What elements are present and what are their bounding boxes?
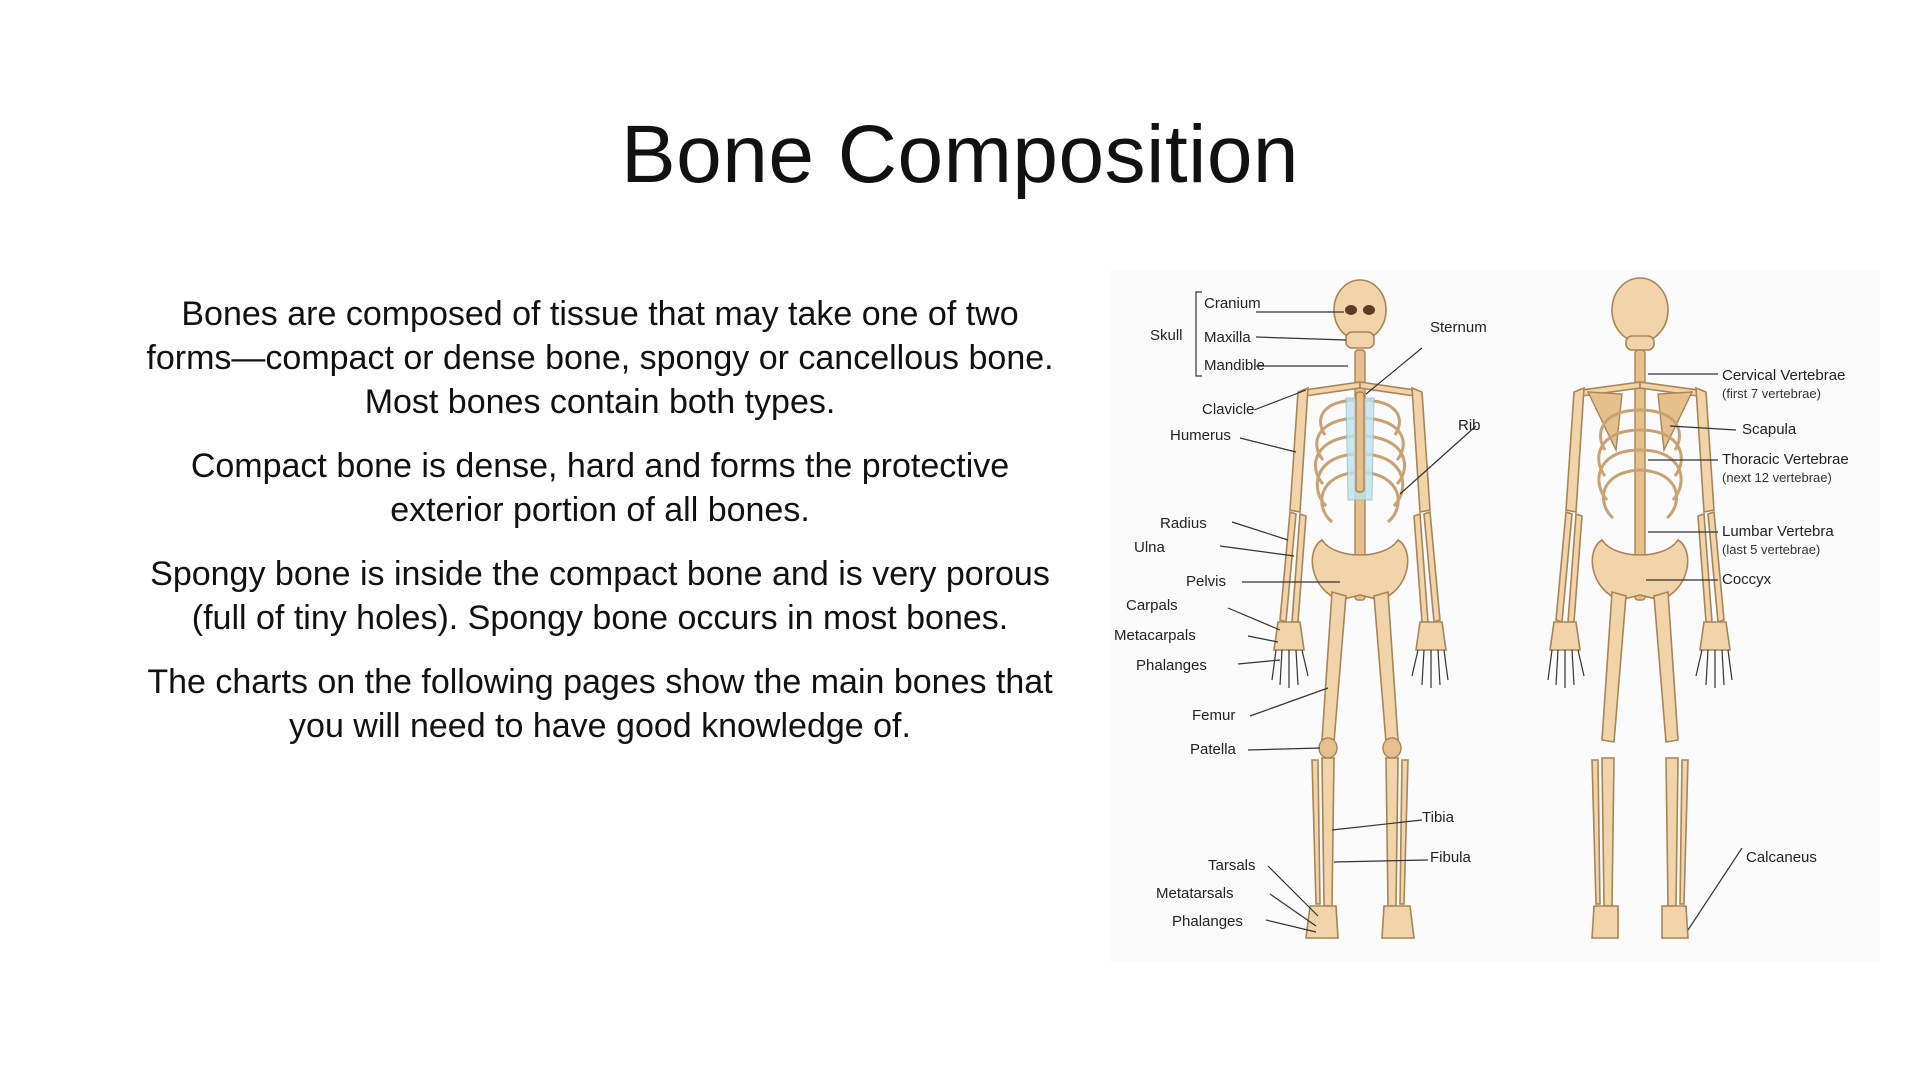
skeleton-diagram <box>1110 270 1880 962</box>
label-cervical-vertebrae: Cervical Vertebrae <box>1722 367 1846 384</box>
label-ulna: Ulna <box>1134 539 1165 556</box>
label-carpals: Carpals <box>1126 597 1178 614</box>
label-rib: Rib <box>1458 417 1481 434</box>
paragraph-charts-note: The charts on the following pages show the main bones that you will need to have good knowledge of. <box>147 663 1053 745</box>
label-thoracic-note: (next 12 vertebrae) <box>1722 470 1832 485</box>
paragraph-bone-tissue: Bones are composed of tissue that may take one of two forms—compact or dense bone, spongy or cancellous bone. Most bones contain both types. <box>146 295 1054 421</box>
paragraph-spongy-bone: Spongy bone is inside the compact bone and is very porous (full of tiny holes). Spongy bone occurs in most bones. <box>150 555 1050 637</box>
label-metacarpals: Metacarpals <box>1114 627 1196 644</box>
skeleton-svg <box>1110 270 1880 962</box>
label-metatarsals: Metatarsals <box>1156 885 1234 902</box>
front-skeleton-illustration <box>1272 280 1448 938</box>
label-humerus: Humerus <box>1170 427 1231 444</box>
label-radius: Radius <box>1160 515 1207 532</box>
label-thoracic-vertebrae: Thoracic Vertebrae <box>1722 451 1849 468</box>
label-clavicle: Clavicle <box>1202 401 1255 418</box>
label-coccyx: Coccyx <box>1722 571 1772 588</box>
label-femur: Femur <box>1192 707 1236 724</box>
label-lumbar-vertebra: Lumbar Vertebra <box>1722 523 1834 540</box>
label-cervical-note: (first 7 vertebrae) <box>1722 386 1821 401</box>
label-sternum: Sternum <box>1430 319 1487 336</box>
label-cranium: Cranium <box>1204 295 1261 312</box>
label-scapula: Scapula <box>1742 421 1797 438</box>
label-skull: Skull <box>1150 327 1183 344</box>
label-lumbar-note: (last 5 vertebrae) <box>1722 542 1821 557</box>
paragraph-compact-bone: Compact bone is dense, hard and forms the protective exterior portion of all bones. <box>190 447 1010 529</box>
label-tarsals: Tarsals <box>1208 857 1256 874</box>
slide-title: Bone Composition <box>620 109 1300 200</box>
label-maxilla: Maxilla <box>1204 329 1251 346</box>
label-patella: Patella <box>1190 741 1236 758</box>
label-fibula: Fibula <box>1430 849 1471 866</box>
label-calcaneus: Calcaneus <box>1746 849 1817 866</box>
label-tibia: Tibia <box>1422 809 1454 826</box>
back-skeleton-illustration <box>1548 278 1732 938</box>
body-text-block <box>140 292 1060 768</box>
label-phalanges-foot: Phalanges <box>1172 913 1243 930</box>
label-pelvis: Pelvis <box>1186 573 1227 590</box>
label-phalanges-hand: Phalanges <box>1136 657 1207 674</box>
label-mandible: Mandible <box>1204 357 1265 374</box>
